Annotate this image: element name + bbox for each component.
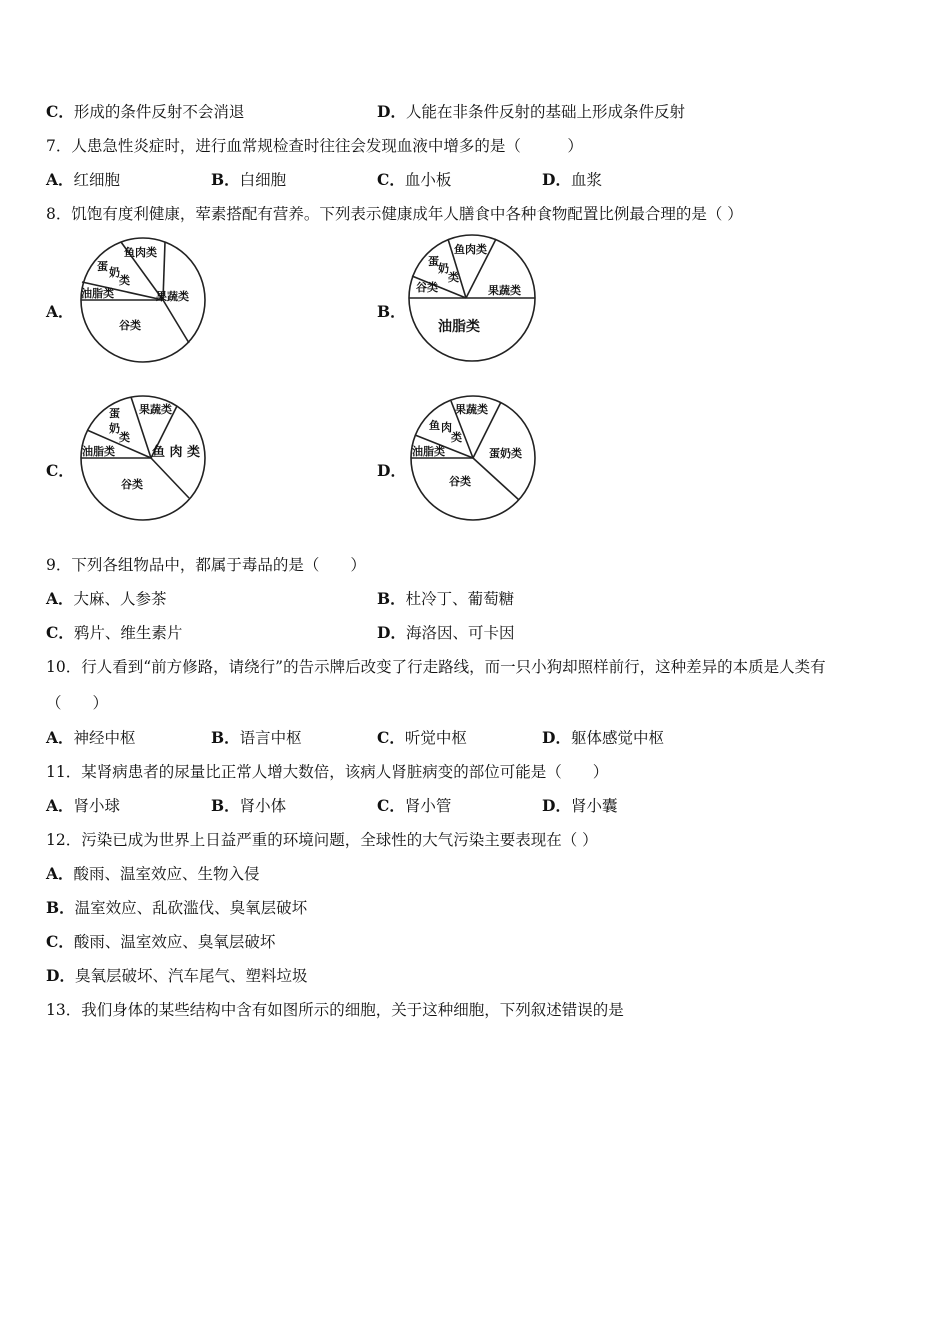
q12-option-c: C．酸雨、温室效应、臭氧层破坏 (46, 932, 276, 951)
pie-d-label: 蛋奶类 (489, 447, 522, 460)
pie-a-label: 奶 (109, 266, 120, 279)
q8-stem: 8．饥饱有度利健康，荤素搭配有营养。下列表示健康成年人膳食中各种食物配置比例最合理的是（ ） (46, 205, 743, 223)
pie-d-line (473, 458, 519, 500)
pie-c-label: 谷类 (121, 478, 143, 491)
q12-option-a: A．酸雨、温室效应、生物入侵 (46, 864, 260, 883)
pie-a-line (163, 300, 189, 343)
q11-option-d: D．肾小囊 (542, 796, 618, 815)
q6-option-c: C．形成的条件反射不会消退 (46, 102, 245, 121)
pie-c-label: 奶 (109, 422, 120, 435)
pie-b-label: 蛋 (428, 255, 439, 268)
q8-pie-b (408, 239, 536, 357)
q10-stem: 10．行人看到“前方修路，请绕行”的告示牌后改变了行走路线，而一只小狗却照样前行，这种差异的本质是人类有 (46, 658, 826, 676)
pie-c-label: 类 (119, 431, 130, 444)
pie-d-label: 果蔬类 (455, 403, 488, 416)
q11-option-c: C．肾小管 (377, 796, 452, 815)
q10-option-b: B．语言中枢 (211, 728, 302, 747)
pie-a-label: 鱼肉类 (124, 246, 157, 259)
q9-option-d: D．海洛因、可卡因 (377, 623, 515, 642)
q7-stem: 7．人患急性炎症时，进行血常规检查时往往会发现血液中增多的是（ ） (46, 137, 583, 155)
pie-c-label: 油脂类 (82, 445, 115, 458)
pie-c-line (151, 458, 189, 498)
pie-b-label: 果蔬类 (488, 284, 521, 297)
pie-b-label: 奶 (438, 262, 449, 275)
q10-option-d: D．躯体感觉中枢 (542, 728, 664, 747)
q8-pie-c (79, 399, 207, 517)
q6-option-d: D．人能在非条件反射的基础上形成条件反射 (377, 102, 685, 121)
pie-b-label: 谷类 (416, 281, 438, 294)
pie-d-label: 油脂类 (412, 445, 445, 458)
q8-option-d-letter: D． (377, 461, 406, 480)
pie-d-label: 谷类 (449, 475, 471, 488)
pie-b-label: 鱼肉类 (454, 243, 487, 256)
pie-d-label: 肉 (441, 421, 452, 434)
q11-stem: 11．某肾病患者的尿量比正常人增大数倍，该病人肾脏病变的部位可能是（ ） (46, 763, 609, 781)
q10-option-a: A．神经中枢 (46, 728, 136, 747)
pie-c-label: 果蔬类 (139, 403, 172, 416)
q9-option-b: B．杜冷丁、葡萄糖 (377, 589, 515, 608)
q7-option-d: D．血浆 (542, 170, 602, 189)
q9-option-c: C．鸦片、维生素片 (46, 623, 183, 642)
q9-option-a: A．大麻、人参茶 (46, 589, 167, 608)
q8-option-b-letter: B． (377, 302, 406, 321)
q8-pie-a (79, 244, 207, 356)
q12-option-d: D．臭氧层破坏、汽车尾气、塑料垃圾 (46, 966, 308, 985)
q9-stem: 9．下列各组物品中，都属于毒品的是（ ） (46, 556, 366, 574)
q8-option-c-letter: C． (46, 461, 74, 480)
q12-option-b: B．温室效应、乱砍滥伐、臭氧层破坏 (46, 898, 308, 917)
pie-c-label: 蛋 (109, 407, 120, 420)
q11-option-b: B．肾小体 (211, 796, 287, 815)
pie-a-label: 蛋 (97, 260, 108, 273)
q8-option-a-letter: A． (46, 302, 74, 321)
q10-stem-bracket: （ ） (46, 694, 109, 712)
q7-option-b: B．白细胞 (211, 170, 287, 189)
pie-a-label: 油脂类 (81, 287, 114, 300)
pie-c-label: 鱼 肉 类 (152, 445, 201, 460)
pie-b-label: 油脂类 (438, 319, 480, 335)
pie-d-label: 类 (451, 431, 462, 444)
pie-a-label: 果蔬类 (156, 290, 189, 303)
q7-option-a: A．红细胞 (46, 170, 121, 189)
pie-a-label: 类 (119, 274, 130, 287)
pie-b-label: 类 (448, 271, 459, 284)
q7-option-c: C．血小板 (377, 170, 452, 189)
pie-d-label: 鱼 (429, 419, 440, 432)
pie-a-label: 谷类 (119, 319, 141, 332)
q10-option-c: C．听觉中枢 (377, 728, 467, 747)
q8-pie-d (409, 399, 537, 517)
q13-stem: 13．我们身体的某些结构中含有如图所示的细胞，关于这种细胞，下列叙述错误的是 (46, 1001, 624, 1019)
q12-stem: 12．污染已成为世界上日益严重的环境问题，全球性的大气污染主要表现在（ ） (46, 831, 598, 849)
q11-option-a: A．肾小球 (46, 796, 121, 815)
